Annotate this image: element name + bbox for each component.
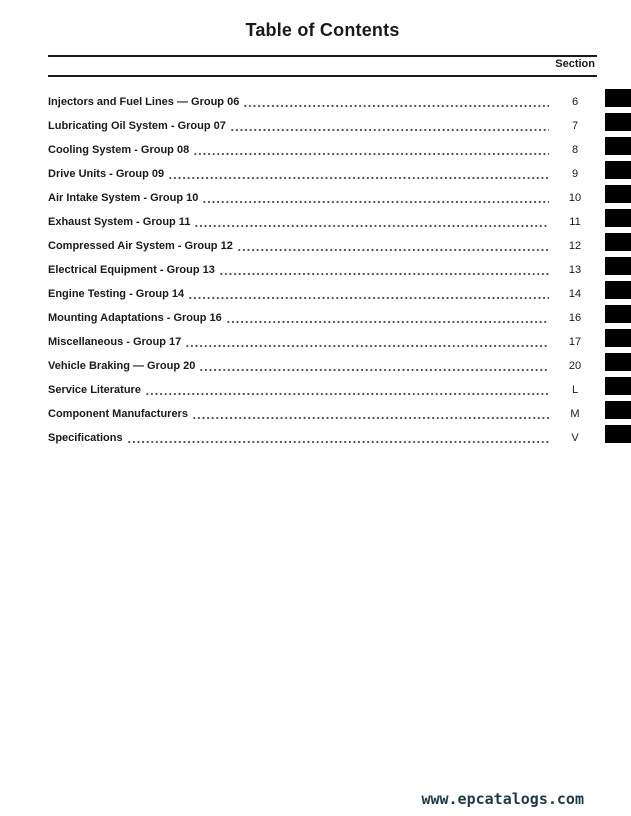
dotted-leader <box>230 129 549 131</box>
watermark-link: www.epcatalogs.com <box>421 790 584 808</box>
toc-row <box>48 354 595 378</box>
thumb-tab <box>605 233 631 251</box>
section-number: 20 <box>568 360 582 372</box>
thumb-tab <box>605 401 631 419</box>
thumb-tab <box>605 425 631 443</box>
thumb-tab <box>605 113 631 131</box>
dotted-leader <box>202 201 549 203</box>
header-rule-top <box>48 55 597 57</box>
toc-entry-label: Air Intake System - Group 10 <box>48 192 199 204</box>
thumb-tab-index <box>605 0 631 816</box>
dotted-leader <box>226 321 549 323</box>
section-number: V <box>571 432 579 444</box>
toc-list <box>48 90 595 450</box>
thumb-tab <box>605 353 631 371</box>
toc-row <box>48 426 595 450</box>
dotted-leader <box>127 441 549 443</box>
toc-row <box>48 138 595 162</box>
toc-entry-label: Exhaust System - Group 11 <box>48 216 191 228</box>
toc-entry-label: Mounting Adaptations - Group 16 <box>48 312 222 324</box>
dotted-leader <box>219 273 549 275</box>
toc-row <box>48 186 595 210</box>
section-number: L <box>571 384 579 396</box>
thumb-tab <box>605 257 631 275</box>
section-column-header: Section <box>555 58 595 70</box>
section-number: 11 <box>569 216 581 228</box>
thumb-tab <box>605 329 631 347</box>
toc-entry-label: Drive Units - Group 09 <box>48 168 165 180</box>
toc-row <box>48 378 595 402</box>
toc-entry-label: Engine Testing - Group 14 <box>48 288 185 300</box>
thumb-tab <box>605 185 631 203</box>
toc-row <box>48 282 595 306</box>
toc-row <box>48 402 595 426</box>
section-number: 8 <box>571 144 579 156</box>
toc-row <box>48 210 595 234</box>
dotted-leader <box>243 105 549 107</box>
section-number: 12 <box>568 240 582 252</box>
toc-entry-label: Cooling System - Group 08 <box>48 144 190 156</box>
toc-row <box>48 330 595 354</box>
toc-entry-label: Lubricating Oil System - Group 07 <box>48 120 226 132</box>
section-number: 7 <box>571 120 579 132</box>
thumb-tab <box>605 305 631 323</box>
page-title: Table of Contents <box>245 20 400 40</box>
toc-row <box>48 90 595 114</box>
section-number: 14 <box>568 288 582 300</box>
dotted-leader <box>192 417 549 419</box>
toc-entry-label: Service Literature <box>48 384 141 396</box>
toc-row <box>48 234 595 258</box>
dotted-leader <box>188 297 549 299</box>
toc-entry-label: Component Manufacturers <box>48 408 188 420</box>
toc-entry-label: Injectors and Fuel Lines — Group 06 <box>48 96 240 108</box>
thumb-tab <box>605 377 631 395</box>
dotted-leader <box>193 153 549 155</box>
thumb-tab <box>605 89 631 107</box>
toc-row <box>48 306 595 330</box>
thumb-tab <box>605 161 631 179</box>
section-number: 16 <box>568 312 582 324</box>
thumb-tab <box>605 137 631 155</box>
dotted-leader <box>237 249 549 251</box>
dotted-leader <box>145 393 549 395</box>
thumb-tab <box>605 281 631 299</box>
dotted-leader <box>168 177 549 179</box>
header-rule-bottom <box>48 75 597 77</box>
section-number: 9 <box>571 168 579 180</box>
toc-entry-label: Compressed Air System - Group 12 <box>48 240 233 252</box>
thumb-tab <box>605 209 631 227</box>
toc-row <box>48 258 595 282</box>
toc-entry-label: Vehicle Braking — Group 20 <box>48 360 196 372</box>
section-number: 13 <box>568 264 582 276</box>
dotted-leader <box>194 225 549 227</box>
section-number: 17 <box>568 336 582 348</box>
dotted-leader <box>185 345 549 347</box>
section-number: 6 <box>571 96 579 108</box>
toc-entry-label: Electrical Equipment - Group 13 <box>48 264 215 276</box>
toc-entry-label: Miscellaneous - Group 17 <box>48 336 182 348</box>
toc-row <box>48 162 595 186</box>
section-number: M <box>570 408 580 420</box>
section-number: 10 <box>568 192 582 204</box>
dotted-leader <box>199 369 549 371</box>
toc-entry-label: Specifications <box>48 432 123 444</box>
toc-row <box>48 114 595 138</box>
